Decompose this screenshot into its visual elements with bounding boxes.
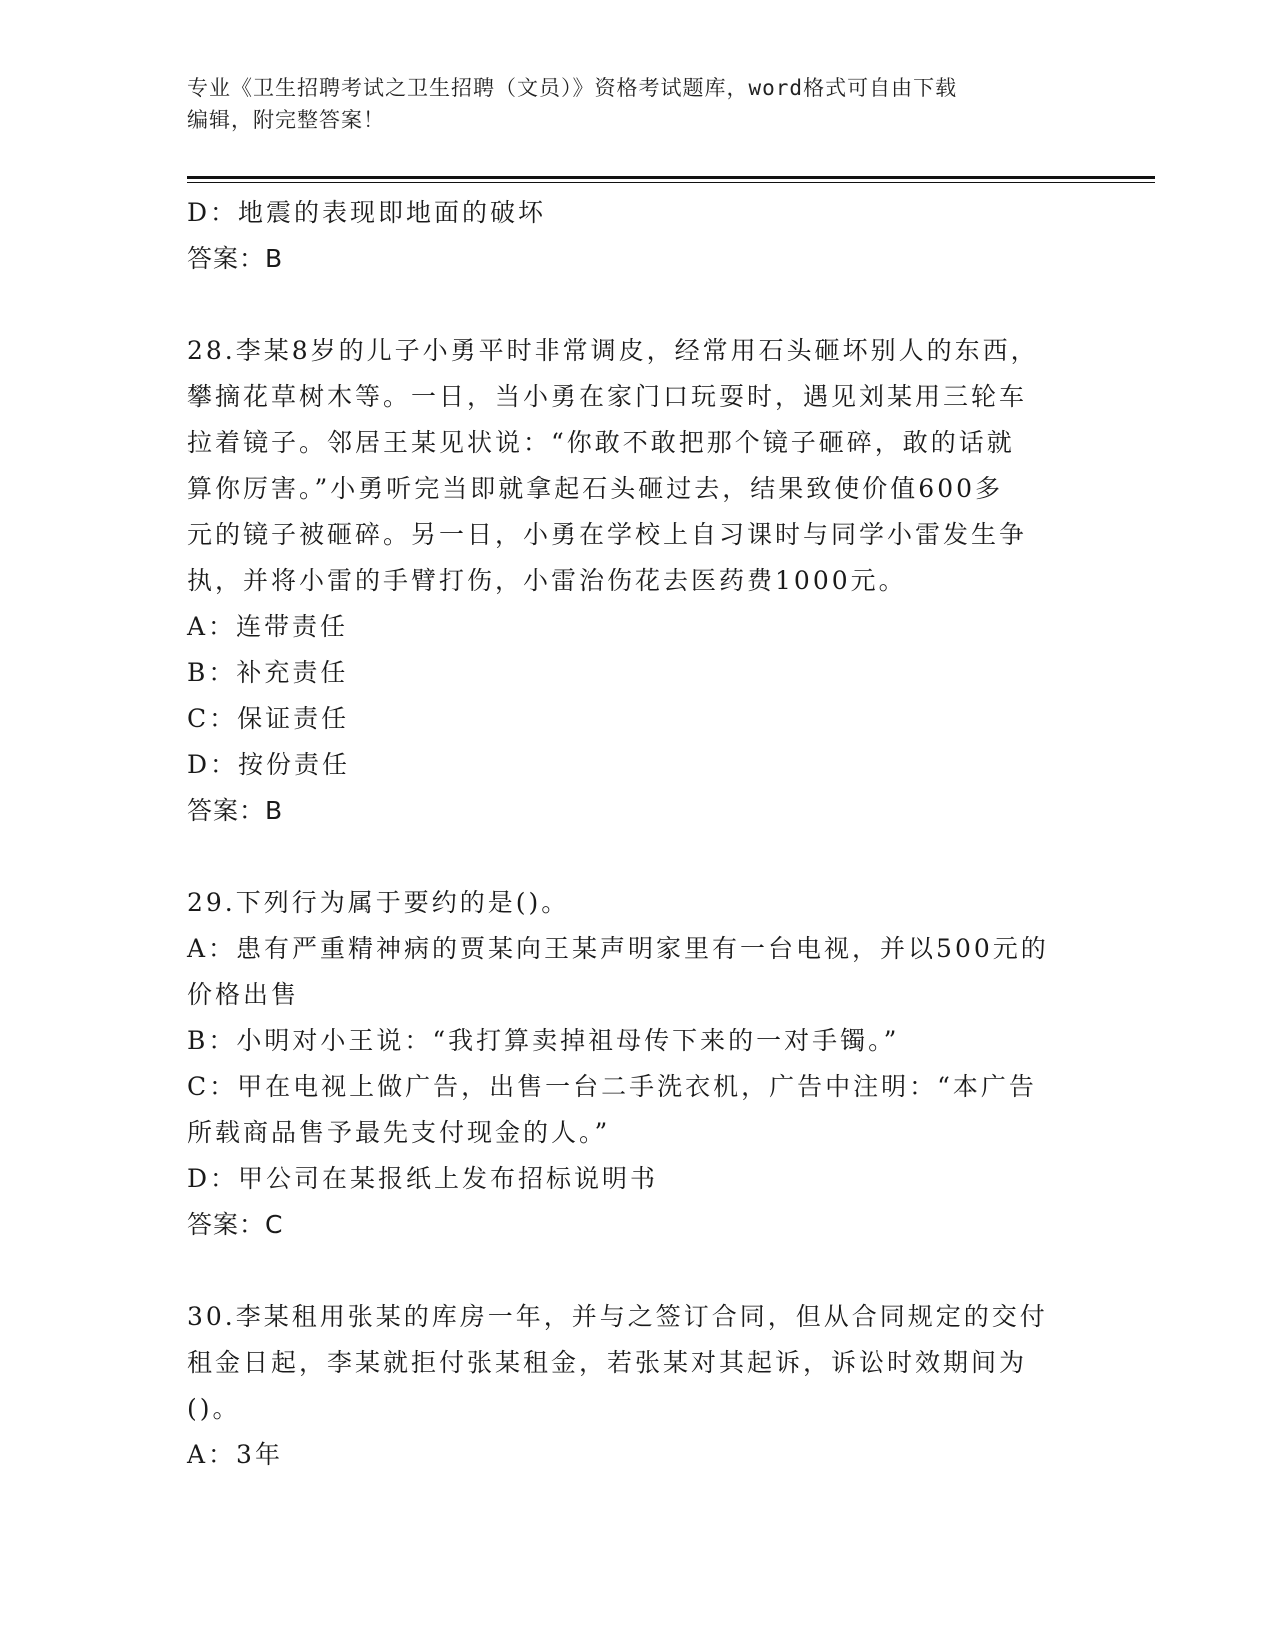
q28-stem-line: 执，并将小雷的手臂打伤，小雷治伤花去医药费1000元。: [187, 566, 907, 595]
spacer: [187, 282, 1087, 328]
q29-option-c: C：甲在电视上做广告，出售一台二手洗衣机，广告中注明：“本广告: [187, 1072, 1037, 1101]
q28-stem-line: 元的镜子被砸碎。另一日，小勇在学校上自习课时与同学小雷发生争: [187, 520, 1028, 549]
header-rule-thin: [187, 182, 1155, 183]
q29-option-a-cont: 价格出售: [187, 980, 300, 1009]
q29-option-d: D：甲公司在某报纸上发布招标说明书: [187, 1164, 659, 1193]
q28-answer: 答案：B: [187, 796, 284, 825]
q27-option-d: D：地震的表现即地面的破坏: [187, 198, 547, 227]
q28-option-d: D：按份责任: [187, 750, 351, 779]
q30-option-a: A：3年: [187, 1440, 283, 1469]
header-line-1: 专业《卫生招聘考试之卫生招聘（文员）》资格考试题库，word格式可自由下载: [187, 76, 958, 100]
q29-stem: 29.下列行为属于要约的是()。: [187, 888, 570, 917]
q28-option-b: B：补充责任: [187, 658, 349, 687]
q30-stem-line: 30.李某租用张某的库房一年，并与之签订合同，但从合同规定的交付: [187, 1302, 1048, 1331]
q29-option-a: A：患有严重精神病的贾某向王某声明家里有一台电视，并以500元的: [187, 934, 1049, 963]
question-content: [187, 190, 1087, 1478]
q30-stem-line: ()。: [187, 1394, 241, 1423]
q27-answer: 答案：B: [187, 244, 284, 273]
q28-stem-line: 算你厉害。”小勇听完当即就拿起石头砸过去，结果致使价值600多: [187, 474, 1004, 503]
q28-stem-line: 攀摘花草树木等。一日，当小勇在家门口玩耍时，遇见刘某用三轮车: [187, 382, 1028, 411]
spacer: [187, 834, 1087, 880]
header-rule-thick: [187, 176, 1155, 179]
q28-stem-line: 拉着镜子。邻居王某见状说：“你敢不敢把那个镜子砸碎，敢的话就: [187, 428, 1015, 457]
q29-option-c-cont: 所载商品售予最先支付现金的人。”: [187, 1118, 611, 1147]
q28-option-c: C：保证责任: [187, 704, 350, 733]
q30-stem-line: 租金日起，李某就拒付张某租金，若张某对其起诉，诉讼时效期间为: [187, 1348, 1028, 1377]
spacer: [187, 1248, 1087, 1294]
q29-option-b: B：小明对小王说：“我打算卖掉祖母传下来的一对手镯。”: [187, 1026, 900, 1055]
document-header: [187, 72, 1087, 136]
q28-option-a: A：连带责任: [187, 612, 349, 641]
q28-stem-line: 28.李某8岁的儿子小勇平时非常调皮，经常用石头砸坏别人的东西，: [187, 336, 1039, 365]
header-line-2: 编辑，附完整答案！: [187, 108, 385, 132]
q29-answer: 答案：C: [187, 1210, 284, 1239]
